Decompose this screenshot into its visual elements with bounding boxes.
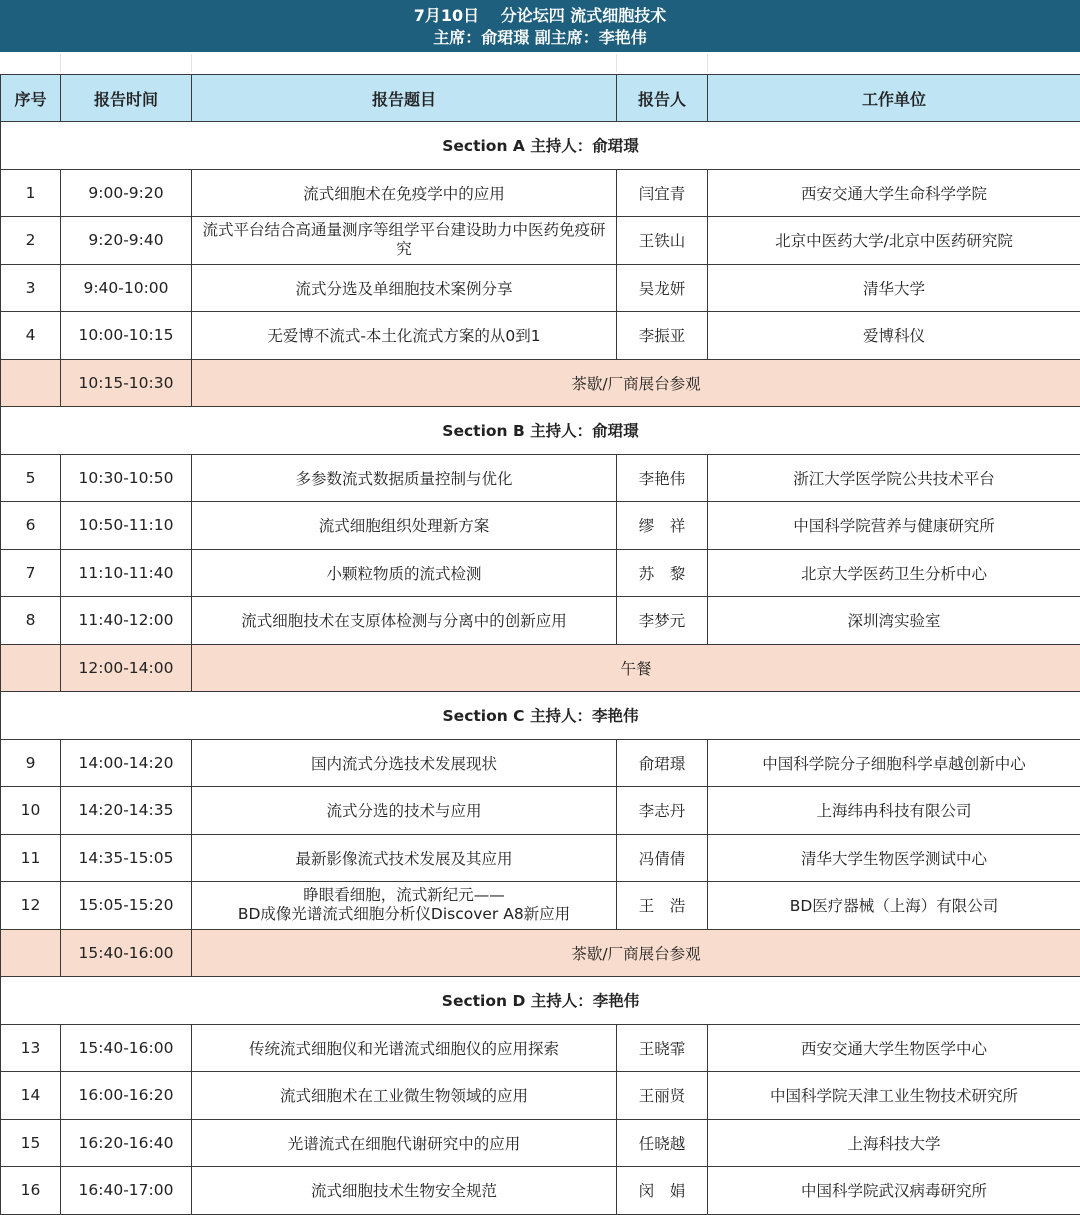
talk-title: 流式细胞技术生物安全规范 [192,1167,617,1215]
talk-title: 流式细胞组织处理新方案 [192,502,617,550]
talk-no: 13 [1,1024,61,1072]
table-row [1,549,1080,597]
talk-speaker: 王铁山 [617,217,708,265]
talk-no: 3 [1,264,61,312]
talk-title: 流式平台结合高通量测序等组学平台建设助力中医药免疫研究 [192,217,617,265]
table-row [1,597,1080,645]
talk-no: 9 [1,739,61,787]
table-row [1,787,1080,835]
talk-no: 8 [1,597,61,645]
talk-no: 14 [1,1072,61,1120]
table-row [1,217,1080,265]
session-banner [0,0,1080,52]
talk-unit: 北京中医药大学/北京中医药研究院 [708,217,1080,265]
talk-title: 流式细胞技术在支原体检测与分离中的创新应用 [192,597,617,645]
talk-no: 6 [1,502,61,550]
talk-unit: 西安交通大学生命科学学院 [708,169,1080,217]
talk-no: 12 [1,882,61,930]
talk-title-line2: BD成像光谱流式细胞分析仪Discover A8新应用 [196,905,612,924]
spacer-divider [707,54,708,72]
section-row [1,407,1080,455]
talk-unit: BD医疗器械（上海）有限公司 [708,882,1080,930]
talk-speaker: 李振亚 [617,312,708,360]
talk-title: 多参数流式数据质量控制与优化 [192,454,617,502]
talk-title: 光谱流式在细胞代谢研究中的应用 [192,1119,617,1167]
talk-unit: 中国科学院武汉病毒研究所 [708,1167,1080,1215]
break-time: 15:40-16:00 [61,929,192,977]
table-row [1,1119,1080,1167]
talk-title-line1: 睁眼看细胞，流式新纪元—— [196,886,612,905]
talk-speaker: 王 浩 [617,882,708,930]
talk-speaker: 王丽贤 [617,1072,708,1120]
session-chairs: 主席：俞珺璟 副主席：李艳伟 [0,27,1080,49]
talk-time: 16:00-16:20 [61,1072,192,1120]
talk-speaker: 缪 祥 [617,502,708,550]
talk-time: 16:20-16:40 [61,1119,192,1167]
header-time: 报告时间 [61,75,192,122]
talk-no: 1 [1,169,61,217]
talk-no: 15 [1,1119,61,1167]
header-title: 报告题目 [192,75,617,122]
talk-title: 流式细胞术在工业微生物领域的应用 [192,1072,617,1120]
talk-title: 国内流式分选技术发展现状 [192,739,617,787]
talk-title: 流式分选及单细胞技术案例分享 [192,264,617,312]
section-heading: Section D 主持人：李艳伟 [1,977,1080,1025]
talk-no: 5 [1,454,61,502]
talk-speaker: 任晓越 [617,1119,708,1167]
talk-no: 10 [1,787,61,835]
schedule-body [1,122,1080,1215]
talk-no: 4 [1,312,61,360]
talk-time: 14:00-14:20 [61,739,192,787]
talk-speaker: 闫宜青 [617,169,708,217]
section-row [1,692,1080,740]
table-row [1,1167,1080,1215]
table-header-row [1,75,1080,122]
header-spacer [0,52,1080,74]
talk-unit: 深圳湾实验室 [708,597,1080,645]
break-no [1,359,61,407]
talk-speaker: 冯倩倩 [617,834,708,882]
talk-time: 10:50-11:10 [61,502,192,550]
talk-unit: 爱博科仪 [708,312,1080,360]
talk-title: 传统流式细胞仪和光谱流式细胞仪的应用探索 [192,1024,617,1072]
section-heading: Section C 主持人：李艳伟 [1,692,1080,740]
table-row [1,169,1080,217]
talk-unit: 上海纬冉科技有限公司 [708,787,1080,835]
spacer-divider [191,54,192,72]
talk-unit: 北京大学医药卫生分析中心 [708,549,1080,597]
header-unit: 工作单位 [708,75,1080,122]
talk-title: 最新影像流式技术发展及其应用 [192,834,617,882]
spacer-divider [616,54,617,72]
talk-title: 无爱博不流式-本土化流式方案的从0到1 [192,312,617,360]
table-row [1,454,1080,502]
talk-speaker: 俞珺璟 [617,739,708,787]
break-no [1,644,61,692]
talk-title: 流式分选的技术与应用 [192,787,617,835]
table-row [1,739,1080,787]
table-row [1,312,1080,360]
talk-time: 9:20-9:40 [61,217,192,265]
section-heading: Section A 主持人：俞珺璟 [1,122,1080,170]
section-row [1,122,1080,170]
break-row [1,644,1080,692]
talk-time: 15:05-15:20 [61,882,192,930]
talk-time: 11:10-11:40 [61,549,192,597]
talk-unit: 上海科技大学 [708,1119,1080,1167]
talk-time: 9:40-10:00 [61,264,192,312]
spacer-divider [60,54,61,72]
talk-title [192,882,617,930]
talk-unit: 西安交通大学生物医学中心 [708,1024,1080,1072]
section-heading: Section B 主持人：俞珺璟 [1,407,1080,455]
talk-unit: 浙江大学医学院公共技术平台 [708,454,1080,502]
talk-unit: 中国科学院营养与健康研究所 [708,502,1080,550]
talk-no: 2 [1,217,61,265]
talk-speaker: 王晓霏 [617,1024,708,1072]
talk-time: 14:35-15:05 [61,834,192,882]
talk-time: 11:40-12:00 [61,597,192,645]
talk-time: 10:00-10:15 [61,312,192,360]
talk-unit: 中国科学院天津工业生物技术研究所 [708,1072,1080,1120]
talk-time: 15:40-16:00 [61,1024,192,1072]
session-title: 7月10日 分论坛四 流式细胞技术 [0,0,1080,27]
section-row [1,977,1080,1025]
talk-title: 小颗粒物质的流式检测 [192,549,617,597]
break-row [1,359,1080,407]
talk-speaker: 闵 娟 [617,1167,708,1215]
table-row [1,264,1080,312]
talk-speaker: 李艳伟 [617,454,708,502]
talk-speaker: 李梦元 [617,597,708,645]
table-row [1,1024,1080,1072]
table-row [1,502,1080,550]
schedule-table [0,74,1080,1215]
talk-time: 9:00-9:20 [61,169,192,217]
break-time: 12:00-14:00 [61,644,192,692]
talk-time: 10:30-10:50 [61,454,192,502]
talk-title: 流式细胞术在免疫学中的应用 [192,169,617,217]
talk-no: 16 [1,1167,61,1215]
break-label: 茶歇/厂商展台参观 [192,359,1080,407]
talk-no: 11 [1,834,61,882]
break-label: 午餐 [192,644,1080,692]
break-no [1,929,61,977]
break-time: 10:15-10:30 [61,359,192,407]
header-speaker: 报告人 [617,75,708,122]
break-label: 茶歇/厂商展台参观 [192,929,1080,977]
break-row [1,929,1080,977]
talk-time: 16:40-17:00 [61,1167,192,1215]
talk-speaker: 苏 黎 [617,549,708,597]
header-no: 序号 [1,75,61,122]
table-row [1,882,1080,930]
talk-unit: 中国科学院分子细胞科学卓越创新中心 [708,739,1080,787]
talk-speaker: 吴龙妍 [617,264,708,312]
talk-speaker: 李志丹 [617,787,708,835]
talk-no: 7 [1,549,61,597]
talk-unit: 清华大学 [708,264,1080,312]
talk-time: 14:20-14:35 [61,787,192,835]
talk-unit: 清华大学生物医学测试中心 [708,834,1080,882]
table-row [1,834,1080,882]
table-row [1,1072,1080,1120]
